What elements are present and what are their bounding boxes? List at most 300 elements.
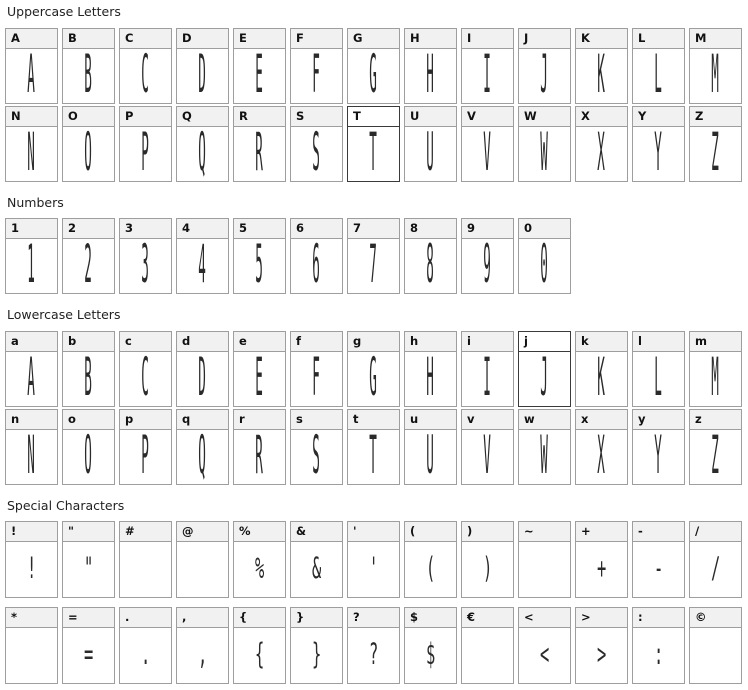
glyph-preview bbox=[120, 127, 171, 181]
glyph-cell-label: Q bbox=[177, 107, 228, 127]
glyph-cell[interactable] bbox=[5, 607, 58, 684]
glyph-cell-label: m bbox=[690, 332, 741, 352]
glyph-char: & bbox=[311, 552, 322, 587]
glyph-char: = bbox=[83, 638, 94, 673]
glyph-preview bbox=[6, 628, 57, 683]
glyph-char: I bbox=[483, 49, 492, 103]
glyph-char: K bbox=[597, 352, 606, 406]
glyph-cell-label: > bbox=[576, 608, 627, 628]
glyph-cell-label: F bbox=[291, 29, 342, 49]
glyph-cell[interactable] bbox=[233, 521, 286, 598]
glyph-preview bbox=[6, 239, 57, 293]
glyph-char: O bbox=[84, 430, 93, 484]
glyph-cell[interactable] bbox=[461, 28, 514, 104]
glyph-cell[interactable] bbox=[290, 409, 343, 485]
glyph-cell[interactable] bbox=[176, 607, 229, 684]
glyph-char: ' bbox=[368, 552, 379, 587]
glyph-char: L bbox=[654, 352, 663, 406]
glyph-cell[interactable] bbox=[575, 521, 628, 598]
glyph-preview bbox=[519, 49, 570, 103]
glyph-cell-label: / bbox=[690, 522, 741, 542]
glyph-preview bbox=[291, 49, 342, 103]
glyph-char: 3 bbox=[141, 239, 150, 293]
glyph-preview bbox=[690, 49, 741, 103]
glyph-cell-label: f bbox=[291, 332, 342, 352]
glyph-char: B bbox=[84, 352, 93, 406]
glyph-cell[interactable] bbox=[290, 607, 343, 684]
glyph-preview bbox=[576, 430, 627, 484]
glyph-preview bbox=[405, 430, 456, 484]
glyph-cell[interactable] bbox=[290, 521, 343, 598]
glyph-cell-label: ) bbox=[462, 522, 513, 542]
glyph-cell-label: % bbox=[234, 522, 285, 542]
glyph-cell[interactable] bbox=[290, 218, 343, 294]
glyph-cell[interactable] bbox=[5, 331, 58, 407]
glyph-cell-label: b bbox=[63, 332, 114, 352]
glyph-cell-label: D bbox=[177, 29, 228, 49]
glyph-char: W bbox=[540, 127, 549, 181]
glyph-cell[interactable] bbox=[347, 106, 400, 182]
glyph-preview bbox=[63, 239, 114, 293]
glyph-preview bbox=[348, 49, 399, 103]
section-title-uppercase: Uppercase Letters bbox=[7, 4, 121, 19]
glyph-preview bbox=[348, 542, 399, 597]
glyph-preview bbox=[234, 628, 285, 683]
glyph-char: 5 bbox=[255, 239, 264, 293]
glyph-cell-label: e bbox=[234, 332, 285, 352]
glyph-char: Z bbox=[711, 127, 720, 181]
glyph-char: C bbox=[141, 352, 150, 406]
glyph-preview bbox=[348, 127, 399, 181]
glyph-cell[interactable] bbox=[233, 218, 286, 294]
glyph-char: " bbox=[83, 552, 94, 587]
glyph-cell-label: ' bbox=[348, 522, 399, 542]
glyph-char: ) bbox=[482, 552, 493, 587]
glyph-cell[interactable] bbox=[632, 409, 685, 485]
glyph-cell-label: 6 bbox=[291, 219, 342, 239]
glyph-cell-label: d bbox=[177, 332, 228, 352]
glyph-char: J bbox=[540, 352, 549, 406]
glyph-cell-label: z bbox=[690, 410, 741, 430]
glyph-char: T bbox=[369, 127, 378, 181]
glyph-preview bbox=[177, 430, 228, 484]
glyph-char: Z bbox=[711, 430, 720, 484]
glyph-cell[interactable] bbox=[518, 28, 571, 104]
glyph-cell[interactable] bbox=[632, 521, 685, 598]
glyph-cell-label: 5 bbox=[234, 219, 285, 239]
glyph-preview bbox=[405, 542, 456, 597]
glyph-cell-label: S bbox=[291, 107, 342, 127]
glyph-preview bbox=[348, 430, 399, 484]
glyph-preview bbox=[120, 49, 171, 103]
glyph-cell[interactable] bbox=[233, 607, 286, 684]
glyph-cell[interactable] bbox=[689, 521, 742, 598]
glyph-cell[interactable] bbox=[689, 409, 742, 485]
glyph-cell[interactable] bbox=[347, 409, 400, 485]
glyph-cell-label: r bbox=[234, 410, 285, 430]
glyph-cell[interactable] bbox=[62, 28, 115, 104]
glyph-char: R bbox=[255, 430, 264, 484]
glyph-cell[interactable] bbox=[5, 409, 58, 485]
glyph-preview bbox=[405, 239, 456, 293]
glyph-cell-label: g bbox=[348, 332, 399, 352]
glyph-cell-label: M bbox=[690, 29, 741, 49]
glyph-cell[interactable] bbox=[5, 106, 58, 182]
glyph-cell[interactable] bbox=[119, 218, 172, 294]
glyph-char: B bbox=[84, 49, 93, 103]
glyph-cell[interactable] bbox=[119, 28, 172, 104]
glyph-char: Q bbox=[198, 430, 207, 484]
glyph-preview bbox=[576, 127, 627, 181]
glyph-cell-label: 7 bbox=[348, 219, 399, 239]
glyph-cell-label: + bbox=[576, 522, 627, 542]
glyph-char: C bbox=[141, 49, 150, 103]
glyph-preview bbox=[462, 49, 513, 103]
glyph-preview bbox=[291, 239, 342, 293]
glyph-cell-label: < bbox=[519, 608, 570, 628]
glyph-cell[interactable] bbox=[461, 521, 514, 598]
glyph-char: 9 bbox=[483, 239, 492, 293]
glyph-cell-label: u bbox=[405, 410, 456, 430]
glyph-cell-label: " bbox=[63, 522, 114, 542]
glyph-preview bbox=[690, 127, 741, 181]
glyph-char: H bbox=[426, 352, 435, 406]
glyph-cell[interactable] bbox=[404, 409, 457, 485]
glyph-cell[interactable] bbox=[233, 28, 286, 104]
glyph-cell-label: p bbox=[120, 410, 171, 430]
glyph-cell-label: 4 bbox=[177, 219, 228, 239]
glyph-cell-label: a bbox=[6, 332, 57, 352]
glyph-cell[interactable] bbox=[62, 218, 115, 294]
glyph-preview bbox=[177, 542, 228, 597]
glyph-preview bbox=[405, 628, 456, 683]
glyph-cell[interactable] bbox=[347, 218, 400, 294]
glyph-cell-label: = bbox=[63, 608, 114, 628]
glyph-preview bbox=[348, 239, 399, 293]
glyph-preview bbox=[519, 430, 570, 484]
glyph-char: S bbox=[312, 430, 321, 484]
glyph-cell[interactable] bbox=[119, 607, 172, 684]
glyph-preview bbox=[576, 49, 627, 103]
glyph-cell[interactable] bbox=[518, 607, 571, 684]
glyph-char: F bbox=[312, 352, 321, 406]
glyph-char: Q bbox=[198, 127, 207, 181]
glyph-cell[interactable] bbox=[233, 331, 286, 407]
glyph-char: K bbox=[597, 49, 606, 103]
glyph-cell-label: E bbox=[234, 29, 285, 49]
glyph-cell-label: x bbox=[576, 410, 627, 430]
glyph-preview bbox=[462, 542, 513, 597]
glyph-cell[interactable] bbox=[347, 521, 400, 598]
glyph-char: G bbox=[369, 49, 378, 103]
glyph-char: + bbox=[596, 552, 607, 587]
glyph-char: 2 bbox=[84, 239, 93, 293]
glyph-cell-label: H bbox=[405, 29, 456, 49]
glyph-preview bbox=[6, 542, 57, 597]
glyph-char: X bbox=[597, 430, 606, 484]
glyph-preview bbox=[234, 542, 285, 597]
glyph-preview bbox=[63, 430, 114, 484]
glyph-cell[interactable] bbox=[404, 28, 457, 104]
glyph-preview bbox=[348, 352, 399, 406]
glyph-cell[interactable] bbox=[404, 106, 457, 182]
glyph-preview bbox=[120, 628, 171, 683]
glyph-preview bbox=[6, 430, 57, 484]
glyph-preview bbox=[633, 127, 684, 181]
glyph-cell[interactable] bbox=[461, 409, 514, 485]
glyph-cell-label: 2 bbox=[63, 219, 114, 239]
glyph-preview bbox=[120, 542, 171, 597]
glyph-char: T bbox=[369, 430, 378, 484]
glyph-char: $ bbox=[425, 638, 436, 673]
glyph-cell[interactable] bbox=[404, 521, 457, 598]
glyph-cell[interactable] bbox=[62, 607, 115, 684]
glyph-char: D bbox=[198, 49, 207, 103]
glyph-preview bbox=[633, 628, 684, 683]
glyph-preview bbox=[291, 430, 342, 484]
glyph-cell[interactable] bbox=[518, 218, 571, 294]
glyph-cell-label: q bbox=[177, 410, 228, 430]
glyph-cell-label: ( bbox=[405, 522, 456, 542]
glyph-char: . bbox=[140, 638, 151, 673]
glyph-char: H bbox=[426, 49, 435, 103]
glyph-cell[interactable] bbox=[5, 28, 58, 104]
glyph-cell-label: L bbox=[633, 29, 684, 49]
glyph-preview bbox=[63, 49, 114, 103]
glyph-cell-label: t bbox=[348, 410, 399, 430]
glyph-cell-label: i bbox=[462, 332, 513, 352]
glyph-cell[interactable] bbox=[176, 106, 229, 182]
glyph-preview bbox=[462, 239, 513, 293]
glyph-char: P bbox=[141, 430, 150, 484]
glyph-cell-label: O bbox=[63, 107, 114, 127]
glyph-preview bbox=[462, 430, 513, 484]
glyph-cell-label: l bbox=[633, 332, 684, 352]
glyph-cell[interactable] bbox=[461, 607, 514, 684]
glyph-cell-label: X bbox=[576, 107, 627, 127]
glyph-char: V bbox=[483, 430, 492, 484]
glyph-char: , bbox=[197, 638, 208, 673]
glyph-preview bbox=[405, 127, 456, 181]
glyph-cell[interactable] bbox=[518, 106, 571, 182]
glyph-char: Y bbox=[654, 127, 663, 181]
glyph-char: R bbox=[255, 127, 264, 181]
glyph-char: 1 bbox=[27, 239, 36, 293]
glyph-cell[interactable] bbox=[689, 607, 742, 684]
glyph-preview bbox=[63, 352, 114, 406]
glyph-cell-label: K bbox=[576, 29, 627, 49]
glyph-cell[interactable] bbox=[233, 106, 286, 182]
glyph-preview bbox=[576, 352, 627, 406]
glyph-cell-label: { bbox=[234, 608, 285, 628]
glyph-cell[interactable] bbox=[62, 331, 115, 407]
glyph-preview bbox=[120, 430, 171, 484]
glyph-preview bbox=[633, 542, 684, 597]
glyph-cell-label: w bbox=[519, 410, 570, 430]
glyph-cell-label: & bbox=[291, 522, 342, 542]
glyph-cell[interactable] bbox=[518, 409, 571, 485]
glyph-cell[interactable] bbox=[632, 607, 685, 684]
glyph-char: 4 bbox=[198, 239, 207, 293]
glyph-cell-label: © bbox=[690, 608, 741, 628]
glyph-preview bbox=[291, 352, 342, 406]
glyph-cell[interactable] bbox=[347, 607, 400, 684]
glyph-cell[interactable] bbox=[575, 409, 628, 485]
glyph-cell[interactable] bbox=[347, 331, 400, 407]
glyph-cell-label: o bbox=[63, 410, 114, 430]
glyph-cell[interactable] bbox=[5, 218, 58, 294]
glyph-cell[interactable] bbox=[176, 331, 229, 407]
glyph-cell-label: J bbox=[519, 29, 570, 49]
glyph-char: 7 bbox=[369, 239, 378, 293]
glyph-preview bbox=[234, 430, 285, 484]
glyph-cell[interactable] bbox=[404, 607, 457, 684]
glyph-preview bbox=[576, 542, 627, 597]
glyph-char: O bbox=[84, 127, 93, 181]
glyph-cell[interactable] bbox=[290, 28, 343, 104]
glyph-cell-label: U bbox=[405, 107, 456, 127]
glyph-cell-label: h bbox=[405, 332, 456, 352]
glyph-cell[interactable] bbox=[233, 409, 286, 485]
glyph-cell[interactable] bbox=[461, 331, 514, 407]
glyph-cell[interactable] bbox=[119, 106, 172, 182]
glyph-cell[interactable] bbox=[347, 28, 400, 104]
glyph-cell-label: j bbox=[519, 332, 570, 352]
glyph-cell[interactable] bbox=[575, 331, 628, 407]
glyph-cell-label: } bbox=[291, 608, 342, 628]
glyph-preview bbox=[177, 127, 228, 181]
glyph-cell[interactable] bbox=[404, 331, 457, 407]
glyph-preview bbox=[519, 239, 570, 293]
glyph-cell[interactable] bbox=[176, 218, 229, 294]
glyph-cell-label: 3 bbox=[120, 219, 171, 239]
glyph-preview bbox=[405, 49, 456, 103]
glyph-cell[interactable] bbox=[518, 521, 571, 598]
glyph-preview bbox=[177, 628, 228, 683]
glyph-char: P bbox=[141, 127, 150, 181]
glyph-cell[interactable] bbox=[5, 521, 58, 598]
glyph-cell[interactable] bbox=[518, 331, 571, 407]
glyph-cell-label: B bbox=[63, 29, 114, 49]
glyph-cell[interactable] bbox=[575, 607, 628, 684]
glyph-char: 6 bbox=[312, 239, 321, 293]
glyph-cell[interactable] bbox=[632, 106, 685, 182]
glyph-cell[interactable] bbox=[62, 521, 115, 598]
glyph-char: S bbox=[312, 127, 321, 181]
glyph-preview bbox=[690, 628, 741, 683]
section-title-lowercase: Lowercase Letters bbox=[7, 307, 121, 322]
glyph-cell[interactable] bbox=[461, 106, 514, 182]
glyph-preview bbox=[234, 127, 285, 181]
glyph-char: / bbox=[710, 552, 721, 587]
glyph-cell-label: n bbox=[6, 410, 57, 430]
glyph-char: ! bbox=[26, 552, 37, 587]
glyph-preview bbox=[177, 352, 228, 406]
glyph-char: 0 bbox=[540, 239, 549, 293]
glyph-preview bbox=[177, 239, 228, 293]
glyph-cell-label: * bbox=[6, 608, 57, 628]
glyph-char: ? bbox=[368, 638, 379, 673]
glyph-cell[interactable] bbox=[461, 218, 514, 294]
glyph-char: F bbox=[312, 49, 321, 103]
section-title-special: Special Characters bbox=[7, 498, 125, 513]
glyph-cell[interactable] bbox=[290, 331, 343, 407]
glyph-char: } bbox=[311, 638, 322, 673]
glyph-preview bbox=[63, 542, 114, 597]
glyph-cell-label: R bbox=[234, 107, 285, 127]
glyph-cell[interactable] bbox=[575, 28, 628, 104]
glyph-preview bbox=[6, 49, 57, 103]
glyph-cell[interactable] bbox=[176, 521, 229, 598]
glyph-char: D bbox=[198, 352, 207, 406]
glyph-preview bbox=[690, 542, 741, 597]
glyph-char: A bbox=[27, 352, 36, 406]
glyph-preview bbox=[462, 127, 513, 181]
glyph-preview bbox=[234, 239, 285, 293]
glyph-char: A bbox=[27, 49, 36, 103]
glyph-cell[interactable] bbox=[404, 218, 457, 294]
glyph-preview bbox=[519, 352, 570, 406]
glyph-cell-label: ! bbox=[6, 522, 57, 542]
glyph-cell[interactable] bbox=[689, 106, 742, 182]
glyph-cell[interactable] bbox=[119, 409, 172, 485]
glyph-cell-label: - bbox=[633, 522, 684, 542]
glyph-cell-label: Y bbox=[633, 107, 684, 127]
glyph-cell[interactable] bbox=[176, 409, 229, 485]
glyph-preview bbox=[519, 542, 570, 597]
glyph-char: G bbox=[369, 352, 378, 406]
glyph-preview bbox=[633, 49, 684, 103]
glyph-preview bbox=[291, 127, 342, 181]
glyph-cell-label: . bbox=[120, 608, 171, 628]
glyph-char: 8 bbox=[426, 239, 435, 293]
glyph-preview bbox=[177, 49, 228, 103]
glyph-cell-label: y bbox=[633, 410, 684, 430]
glyph-cell-label: : bbox=[633, 608, 684, 628]
glyph-cell[interactable] bbox=[689, 331, 742, 407]
glyph-char: U bbox=[426, 430, 435, 484]
glyph-preview bbox=[633, 352, 684, 406]
glyph-char: < bbox=[539, 638, 550, 673]
glyph-preview bbox=[63, 127, 114, 181]
glyph-char: ( bbox=[425, 552, 436, 587]
glyph-preview bbox=[291, 542, 342, 597]
glyph-preview bbox=[6, 127, 57, 181]
glyph-cell-label: 9 bbox=[462, 219, 513, 239]
glyph-char: I bbox=[483, 352, 492, 406]
glyph-cell-label: ? bbox=[348, 608, 399, 628]
glyph-char: % bbox=[254, 552, 265, 587]
glyph-char: L bbox=[654, 49, 663, 103]
glyph-char: E bbox=[255, 49, 264, 103]
glyph-cell[interactable] bbox=[62, 106, 115, 182]
glyph-cell[interactable] bbox=[575, 106, 628, 182]
glyph-cell[interactable] bbox=[632, 331, 685, 407]
glyph-cell[interactable] bbox=[290, 106, 343, 182]
glyph-cell[interactable] bbox=[62, 409, 115, 485]
glyph-preview bbox=[6, 352, 57, 406]
glyph-cell-label: C bbox=[120, 29, 171, 49]
glyph-cell-label: V bbox=[462, 107, 513, 127]
glyph-cell[interactable] bbox=[119, 331, 172, 407]
glyph-cell[interactable] bbox=[119, 521, 172, 598]
glyph-cell[interactable] bbox=[632, 28, 685, 104]
glyph-cell[interactable] bbox=[176, 28, 229, 104]
glyph-cell-label: , bbox=[177, 608, 228, 628]
glyph-cell-label: P bbox=[120, 107, 171, 127]
glyph-preview bbox=[348, 628, 399, 683]
glyph-cell[interactable] bbox=[689, 28, 742, 104]
